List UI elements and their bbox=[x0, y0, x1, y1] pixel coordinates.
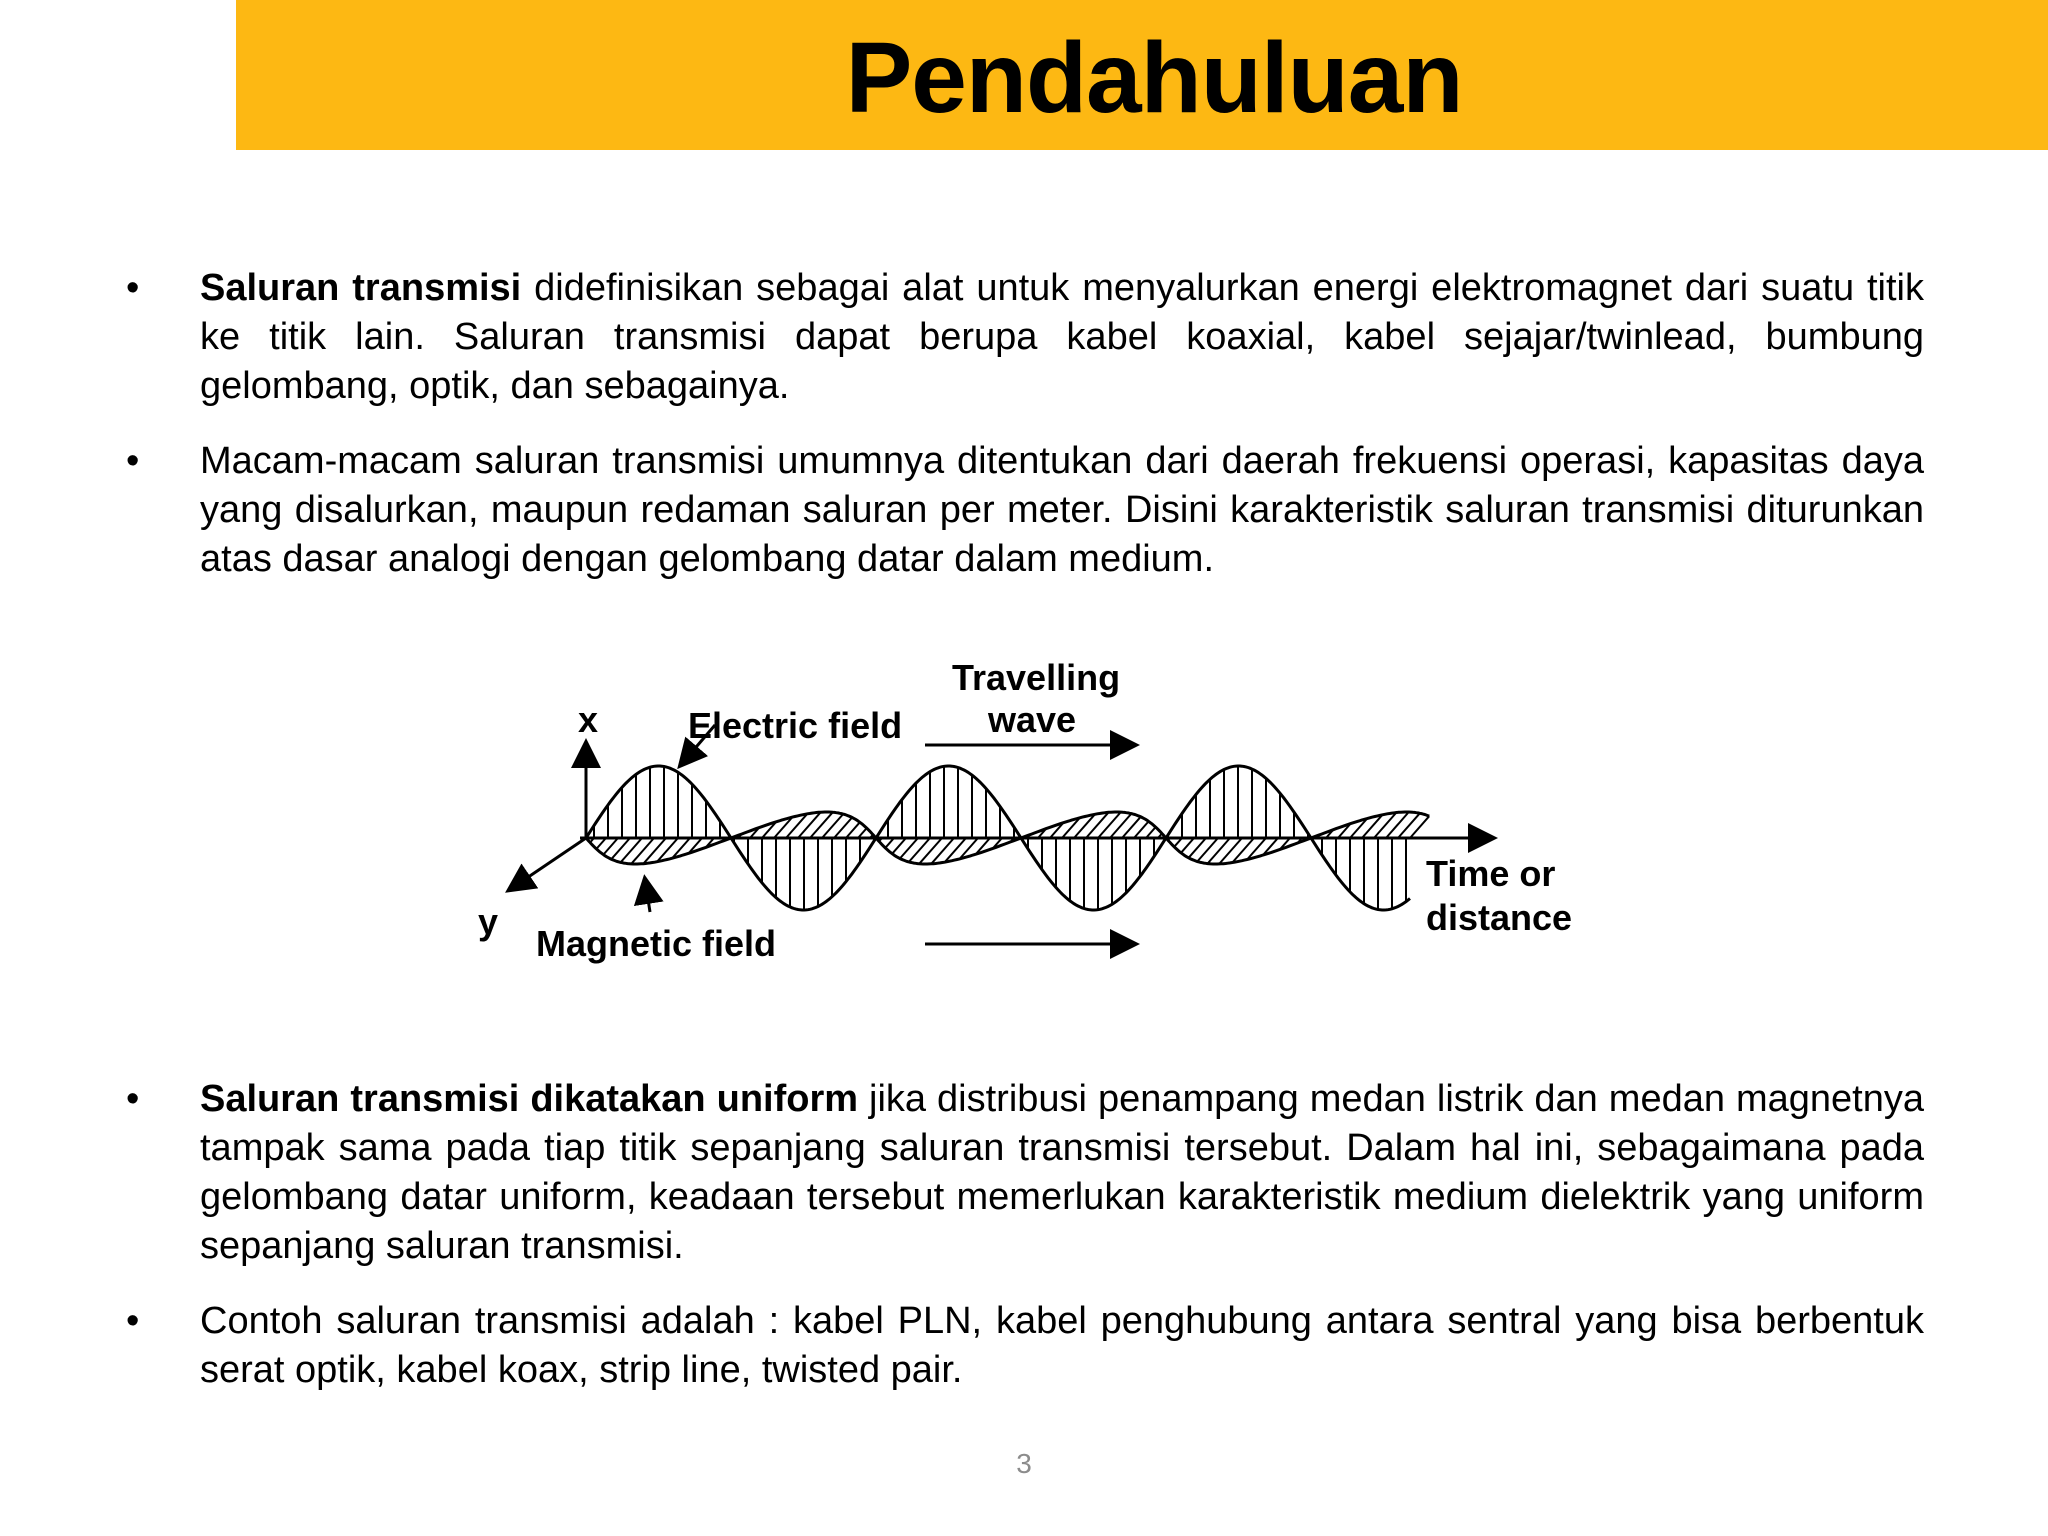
magnetic-field-hatch-line bbox=[1181, 838, 1194, 853]
bullet-list-bottom bbox=[118, 1075, 1924, 1395]
electric-field-label: Electric field bbox=[688, 705, 903, 746]
bullet-item bbox=[118, 264, 1924, 411]
magnetic-field-hatch-line bbox=[631, 838, 654, 864]
magnetic-field-hatch-line bbox=[1146, 827, 1156, 838]
bullet-bold-text: Saluran transmisi bbox=[200, 267, 522, 309]
magnetic-field-hatch-line bbox=[846, 822, 860, 838]
bullet-item bbox=[118, 1075, 1924, 1271]
slide-title: Pendahuluan bbox=[845, 22, 1463, 134]
bullet-item bbox=[118, 437, 1924, 584]
magnetic-field-hatch-line bbox=[1386, 812, 1409, 838]
magnetic-field-hatch-line bbox=[603, 838, 618, 855]
magnetic-field-hatch-line bbox=[919, 838, 942, 864]
magnetic-field-pointer bbox=[646, 886, 650, 912]
bullet-text: Contoh saluran transmisi adalah : kabel PLN, kabel penghubung antara sentral yang bisa berbentuk serat optik, kabel koax, strip line, twisted pair. bbox=[200, 1300, 1924, 1391]
bullet-text: Macam-macam saluran transmisi umumnya ditentukan dari daerah frekuensi operasi, kapasitas daya yang disalurkan, maupun redaman saluran per meter. Disini karakteristik saluran transmisi diturunkan atas dasar analogi dengan gelombang datar dalam medium. bbox=[200, 440, 1924, 580]
magnetic-field-hatch-line bbox=[1410, 816, 1429, 838]
bullet-bold-text: Saluran transmisi dikatakan uniform bbox=[200, 1078, 859, 1120]
magnetic-field-hatch-line bbox=[1197, 838, 1218, 862]
bullet-text: didefinisikan sebagai alat untuk menyalurkan energi elektromagnet dari suatu titik ke titik lain. Saluran transmisi dapat berupa kabel koaxial, kabel sejajar/twinlead, bumbung gelombang, optik, dan sebagainya. bbox=[200, 267, 1925, 407]
bullet-text: jika distribusi penampang medan listrik dan medan magnetnya tampak sama pada tiap titik sepanjang saluran transmisi tersebut. Dalam hal ini, sebagaimana pada gelombang datar uniform, keadaan tersebut memerlukan karakteristik medium dielektrik yang uniform sepanjang saluran transmisi. bbox=[200, 1078, 1924, 1267]
bullet-dot: • bbox=[126, 1300, 140, 1342]
travelling-wave-label-2: wave bbox=[988, 699, 1077, 740]
magnetic-field-hatch-line bbox=[810, 812, 833, 838]
title-bar bbox=[236, 0, 2048, 150]
magnetic-field-hatch-line bbox=[596, 838, 606, 849]
bullet-list-top bbox=[118, 264, 1924, 584]
magnetic-field-hatch-line bbox=[1208, 838, 1231, 864]
magnetic-field-hatch-line bbox=[1098, 812, 1121, 838]
magnetic-field-hatch-line bbox=[909, 838, 930, 862]
x-axis-label: x bbox=[578, 699, 599, 740]
time-axis-label-1: Time or bbox=[1426, 853, 1556, 894]
time-axis-label-2: distance bbox=[1426, 897, 1573, 938]
y-axis-label: y bbox=[478, 901, 499, 942]
magnetic-field-hatch-line bbox=[1110, 814, 1131, 838]
magnetic-field-hatch-line bbox=[892, 838, 906, 854]
page-number: 3 bbox=[1016, 1448, 1032, 1479]
magnetic-field-hatch-line bbox=[822, 814, 843, 838]
bullet-item bbox=[118, 1297, 1924, 1395]
bullet-dot: • bbox=[126, 267, 140, 309]
magnetic-field-hatch-line bbox=[1134, 821, 1149, 838]
magnetic-field-hatch-line bbox=[1398, 813, 1420, 838]
travelling-wave-label-1: Travelling bbox=[952, 657, 1121, 698]
bullet-dot: • bbox=[126, 1078, 140, 1120]
em-wave-figure bbox=[470, 650, 1600, 980]
bullet-dot: • bbox=[126, 440, 140, 482]
magnetic-field-label: Magnetic field bbox=[536, 923, 777, 964]
em-wave-diagram bbox=[470, 650, 1600, 980]
y-axis-arrow bbox=[515, 838, 586, 886]
magnetic-field-hatch-line bbox=[621, 838, 642, 862]
